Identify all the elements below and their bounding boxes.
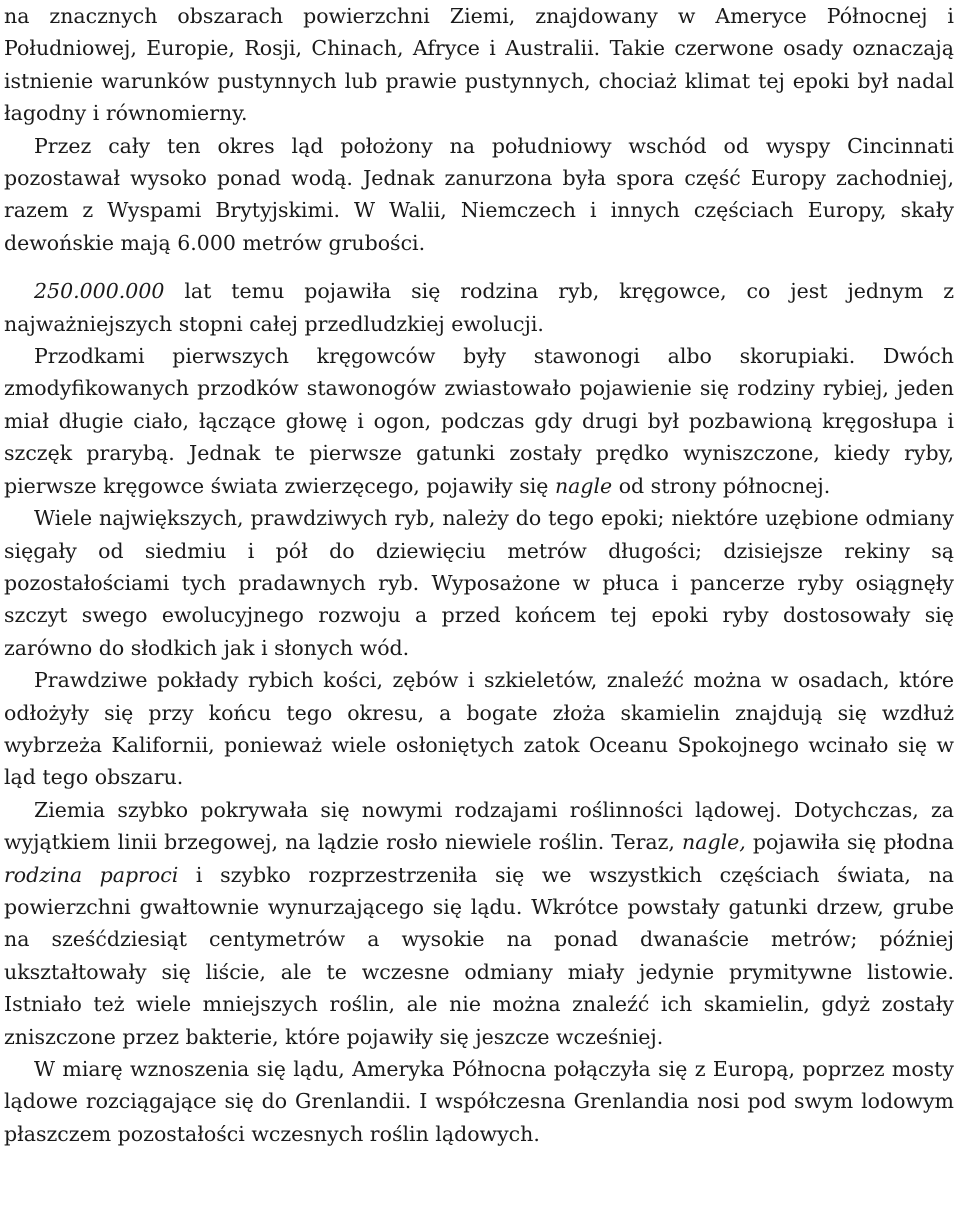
emphasis-nagle: nagle: [554, 473, 613, 498]
paragraph-7: [4, 794, 954, 1053]
paragraph-4-text-b: od strony północnej.: [612, 473, 831, 498]
paragraph-8-text: W miarę wznoszenia się lądu, Ameryka Północna połączyła się z Europą, poprzez mosty lądowe rozciągające się do Grenlandii. I współczesna Grenlandia nosi pod swym lodowym płaszczem pozostałości wczesnych roślin lądowych.: [4, 1057, 954, 1146]
paragraph-3-text: lat temu pojawiła się rodzina ryb, kręgowce, co jest jednym z najważniejszych stopni całej przedludzkiej ewolucji.: [4, 279, 954, 336]
paragraph-7-text-c: i szybko rozprzestrzeniła się we wszystkich częściach świata, na powierzchni gwałtownie wynurzającego się lądu. Wkrótce powstały gatunki drzew, grube na sześćdziesiąt centymetrów a wysokie na ponad dwanaście metrów; później ukształtowały się liście, ale te wczesne odmiany miały jedynie prymitywne listowie. Istniało też wiele mniejszych roślin, ale nie można znaleźć ich skamielin, gdyż zostały zniszczone przez bakterie, które pojawiły się jeszcze wcześniej.: [4, 862, 954, 1049]
paragraph-3: [4, 275, 954, 340]
emphasis-nagle-2: nagle,: [682, 830, 746, 855]
paragraph-7-text-a: Ziemia szybko pokrywała się nowymi rodzajami roślinności lądowej. Dotychczas, za wyjątkiem linii brzegowej, na lądzie rosło niewiele roślin. Teraz,: [4, 797, 954, 855]
paragraph-7-text-b: pojawiła się płodna: [745, 830, 954, 855]
paragraph-4-text-a: Przodkami pierwszych kręgowców były stawonogi albo skorupiaki. Dwóch zmodyfikowanych przodków stawonogów zwiastowało pojawienie się rodziny rybiej, jeden miał długie ciało, łączące głowę i ogon, podczas gdy drugi był pozbawioną kręgosłupa i szczęk prarybą. Jednak te pierwsze gatunki zostały prędko wyniszczone, kiedy ryby, pierwsze kręgowce świata zwierzęcego, pojawiły się: [4, 344, 954, 498]
paragraph-5: [4, 502, 954, 664]
paragraph-1: [4, 0, 954, 130]
paragraph-2-text: Przez cały ten okres ląd położony na południowy wschód od wyspy Cincinnati pozostawał wysoko ponad wodą. Jednak zanurzona była spora część Europy zachodniej, razem z Wyspami Brytyjskimi. W Walii, Niemczech i innych częściach Europy, skały dewońskie mają 6.000 metrów grubości.: [4, 133, 954, 255]
paragraph-6: [4, 664, 954, 794]
emphasis-rodzina-paproci: rodzina paproci: [4, 862, 179, 887]
paragraph-6-text: Prawdziwe pokłady rybich kości, zębów i szkieletów, znaleźć można w osadach, które odłożyły się przy końcu tego okresu, a bogate złoża skamielin znajdują się wzdłuż wybrzeża Kalifornii, ponieważ wiele osłoniętych zatok Oceanu Spokojnego wcinało się w ląd tego obszaru.: [4, 668, 954, 790]
date-figure: 250.000.000: [34, 279, 165, 304]
paragraph-2: [4, 130, 954, 260]
document-page: [4, 0, 954, 1150]
paragraph-1-text: na znacznych obszarach powierzchni Ziemi, znajdowany w Ameryce Północnej i Południowej, Europie, Rosji, Chinach, Afryce i Australii. Takie czerwone osady oznaczają istnienie warunków pustynnych lub prawie pustynnych, chociaż klimat tej epoki był nadal łagodny i równomierny.: [4, 4, 954, 126]
paragraph-8: [4, 1053, 954, 1150]
paragraph-4: [4, 340, 954, 502]
paragraph-5-text: Wiele największych, prawdziwych ryb, należy do tego epoki; niektóre uzębione odmiany sięgały od siedmiu i pół do dziewięciu metrów długości; dzisiejsze rekiny są pozostałościami tych pradawnych ryb. Wyposażone w płuca i pancerze ryby osiągnęły szczyt swego ewolucyjnego rozwoju a przed końcem tej epoki ryby dostosowały się zarówno do słodkich jak i słonych wód.: [4, 506, 954, 660]
